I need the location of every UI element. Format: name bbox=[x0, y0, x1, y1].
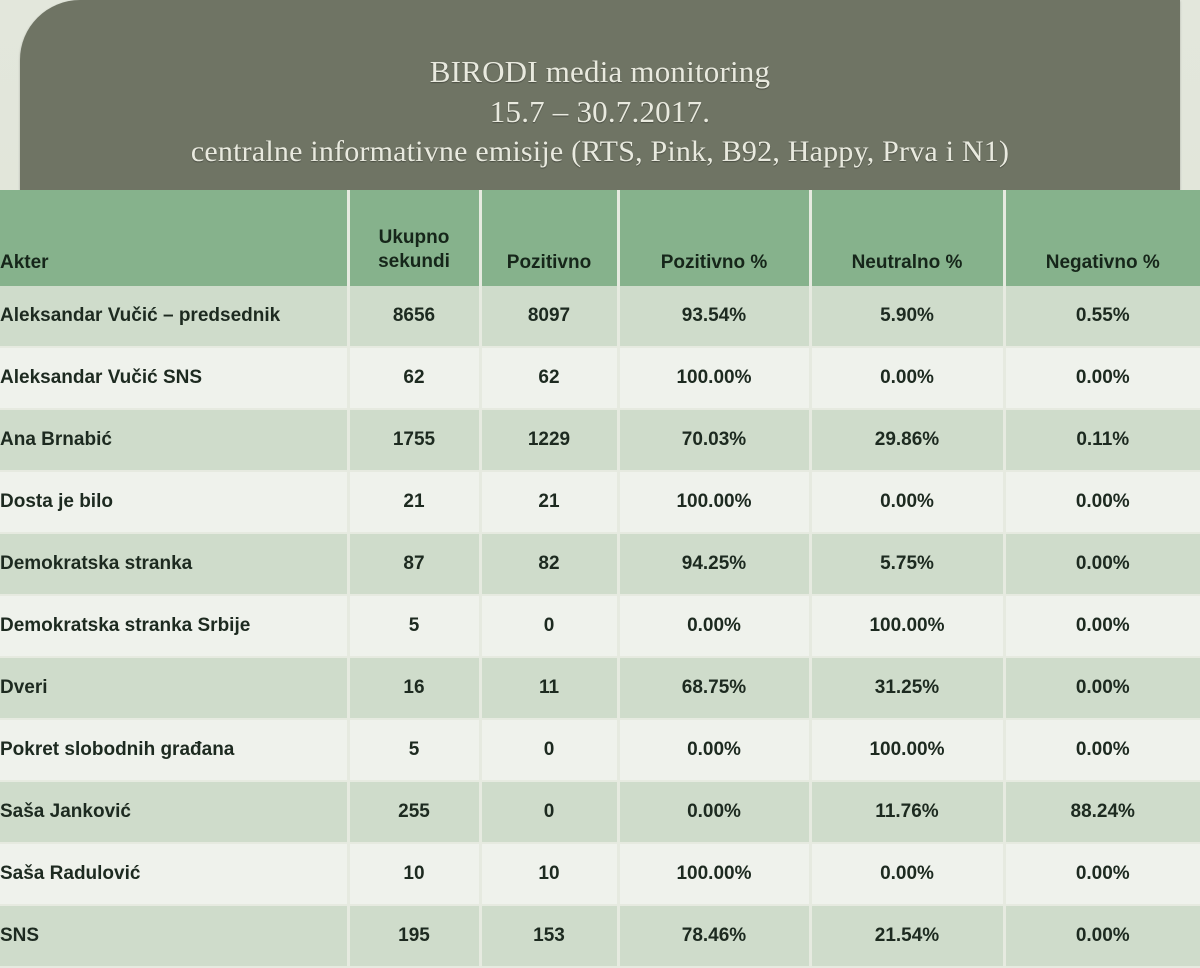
table-row[interactable] bbox=[0, 781, 1200, 843]
column-header-ukupno-line2: sekundi bbox=[378, 251, 450, 272]
table-cell-neutralno-pct: 100.00% bbox=[810, 595, 1004, 657]
table-cell-neutralno-pct: 11.76% bbox=[810, 781, 1004, 843]
table-row[interactable] bbox=[0, 286, 1200, 347]
table-row[interactable] bbox=[0, 347, 1200, 409]
table-cell-ukupno-sekundi: 16 bbox=[348, 657, 480, 719]
table-cell-pozitivno: 8097 bbox=[480, 286, 618, 347]
title-banner bbox=[20, 0, 1180, 190]
title-line-3: centralne informativne emisije (RTS, Pink, B92, Happy, Prva i N1) bbox=[190, 135, 1010, 168]
table-cell-akter: Dveri bbox=[0, 657, 348, 719]
table-cell-negativno-pct: 0.00% bbox=[1004, 657, 1200, 719]
column-header-ukupno-line1: Ukupno bbox=[378, 227, 450, 248]
table-cell-akter: Saša Radulović bbox=[0, 843, 348, 905]
table-cell-negativno-pct: 0.00% bbox=[1004, 471, 1200, 533]
table-cell-pozitivno-pct: 94.25% bbox=[618, 533, 810, 595]
table-cell-neutralno-pct: 29.86% bbox=[810, 409, 1004, 471]
table-cell-negativno-pct: 0.00% bbox=[1004, 595, 1200, 657]
table-cell-pozitivno-pct: 93.54% bbox=[618, 286, 810, 347]
column-header-negativno-pct[interactable]: Negativno % bbox=[1004, 190, 1200, 286]
table-row[interactable] bbox=[0, 595, 1200, 657]
table-cell-ukupno-sekundi: 5 bbox=[348, 595, 480, 657]
table-cell-negativno-pct: 0.55% bbox=[1004, 286, 1200, 347]
table-cell-pozitivno-pct: 68.75% bbox=[618, 657, 810, 719]
title-line-2: 15.7 – 30.7.2017. bbox=[489, 94, 711, 129]
table-cell-akter: Saša Janković bbox=[0, 781, 348, 843]
table-cell-pozitivno: 0 bbox=[480, 781, 618, 843]
table-cell-akter: Dosta je bilo bbox=[0, 471, 348, 533]
table-cell-negativno-pct: 0.00% bbox=[1004, 719, 1200, 781]
table-cell-ukupno-sekundi: 87 bbox=[348, 533, 480, 595]
table-cell-pozitivno-pct: 100.00% bbox=[618, 347, 810, 409]
table-cell-akter: Demokratska stranka bbox=[0, 533, 348, 595]
table-cell-pozitivno: 21 bbox=[480, 471, 618, 533]
table-cell-pozitivno: 11 bbox=[480, 657, 618, 719]
table-cell-pozitivno-pct: 0.00% bbox=[618, 781, 810, 843]
table-cell-pozitivno-pct: 78.46% bbox=[618, 905, 810, 967]
table-row[interactable] bbox=[0, 471, 1200, 533]
table-cell-pozitivno-pct: 0.00% bbox=[618, 595, 810, 657]
slide-title bbox=[20, 52, 1180, 172]
table-cell-pozitivno-pct: 100.00% bbox=[618, 471, 810, 533]
table-cell-negativno-pct: 0.00% bbox=[1004, 843, 1200, 905]
table-row[interactable] bbox=[0, 409, 1200, 471]
table-cell-akter: Ana Brnabić bbox=[0, 409, 348, 471]
table-cell-neutralno-pct: 100.00% bbox=[810, 719, 1004, 781]
table-cell-akter: SNS bbox=[0, 905, 348, 967]
table-cell-ukupno-sekundi: 21 bbox=[348, 471, 480, 533]
title-line-1: BIRODI media monitoring bbox=[429, 54, 771, 89]
monitoring-table-wrapper bbox=[0, 190, 1200, 968]
table-cell-negativno-pct: 88.24% bbox=[1004, 781, 1200, 843]
table-cell-negativno-pct: 0.00% bbox=[1004, 533, 1200, 595]
table-cell-negativno-pct: 0.11% bbox=[1004, 409, 1200, 471]
table-cell-neutralno-pct: 0.00% bbox=[810, 471, 1004, 533]
table-cell-pozitivno-pct: 70.03% bbox=[618, 409, 810, 471]
table-cell-pozitivno: 82 bbox=[480, 533, 618, 595]
table-row[interactable] bbox=[0, 719, 1200, 781]
column-header-akter[interactable]: Akter bbox=[0, 190, 348, 286]
table-header-row bbox=[0, 190, 1200, 286]
table-body bbox=[0, 286, 1200, 967]
table-cell-pozitivno: 1229 bbox=[480, 409, 618, 471]
table-cell-akter: Pokret slobodnih građana bbox=[0, 719, 348, 781]
table-row[interactable] bbox=[0, 843, 1200, 905]
table-cell-neutralno-pct: 31.25% bbox=[810, 657, 1004, 719]
table-cell-ukupno-sekundi: 1755 bbox=[348, 409, 480, 471]
table-cell-negativno-pct: 0.00% bbox=[1004, 905, 1200, 967]
table-header bbox=[0, 190, 1200, 286]
table-cell-akter: Demokratska stranka Srbije bbox=[0, 595, 348, 657]
table-cell-neutralno-pct: 5.90% bbox=[810, 286, 1004, 347]
table-cell-ukupno-sekundi: 10 bbox=[348, 843, 480, 905]
table-cell-pozitivno: 0 bbox=[480, 595, 618, 657]
table-cell-negativno-pct: 0.00% bbox=[1004, 347, 1200, 409]
table-cell-neutralno-pct: 0.00% bbox=[810, 347, 1004, 409]
table-cell-neutralno-pct: 0.00% bbox=[810, 843, 1004, 905]
table-cell-pozitivno: 10 bbox=[480, 843, 618, 905]
column-header-ukupno-sekundi[interactable] bbox=[348, 190, 480, 286]
table-cell-ukupno-sekundi: 195 bbox=[348, 905, 480, 967]
table-cell-pozitivno: 153 bbox=[480, 905, 618, 967]
table-cell-ukupno-sekundi: 5 bbox=[348, 719, 480, 781]
table-cell-ukupno-sekundi: 8656 bbox=[348, 286, 480, 347]
column-header-neutralno-pct[interactable]: Neutralno % bbox=[810, 190, 1004, 286]
table-cell-akter: Aleksandar Vučić – predsednik bbox=[0, 286, 348, 347]
table-row[interactable] bbox=[0, 657, 1200, 719]
column-header-pozitivno[interactable]: Pozitivno bbox=[480, 190, 618, 286]
table-cell-ukupno-sekundi: 255 bbox=[348, 781, 480, 843]
table-cell-pozitivno: 62 bbox=[480, 347, 618, 409]
table-cell-pozitivno: 0 bbox=[480, 719, 618, 781]
monitoring-table bbox=[0, 190, 1200, 968]
table-row[interactable] bbox=[0, 533, 1200, 595]
table-cell-ukupno-sekundi: 62 bbox=[348, 347, 480, 409]
table-cell-akter: Aleksandar Vučić SNS bbox=[0, 347, 348, 409]
table-cell-neutralno-pct: 21.54% bbox=[810, 905, 1004, 967]
column-header-pozitivno-pct[interactable]: Pozitivno % bbox=[618, 190, 810, 286]
table-cell-pozitivno-pct: 0.00% bbox=[618, 719, 810, 781]
table-cell-neutralno-pct: 5.75% bbox=[810, 533, 1004, 595]
table-cell-pozitivno-pct: 100.00% bbox=[618, 843, 810, 905]
table-row[interactable] bbox=[0, 905, 1200, 967]
